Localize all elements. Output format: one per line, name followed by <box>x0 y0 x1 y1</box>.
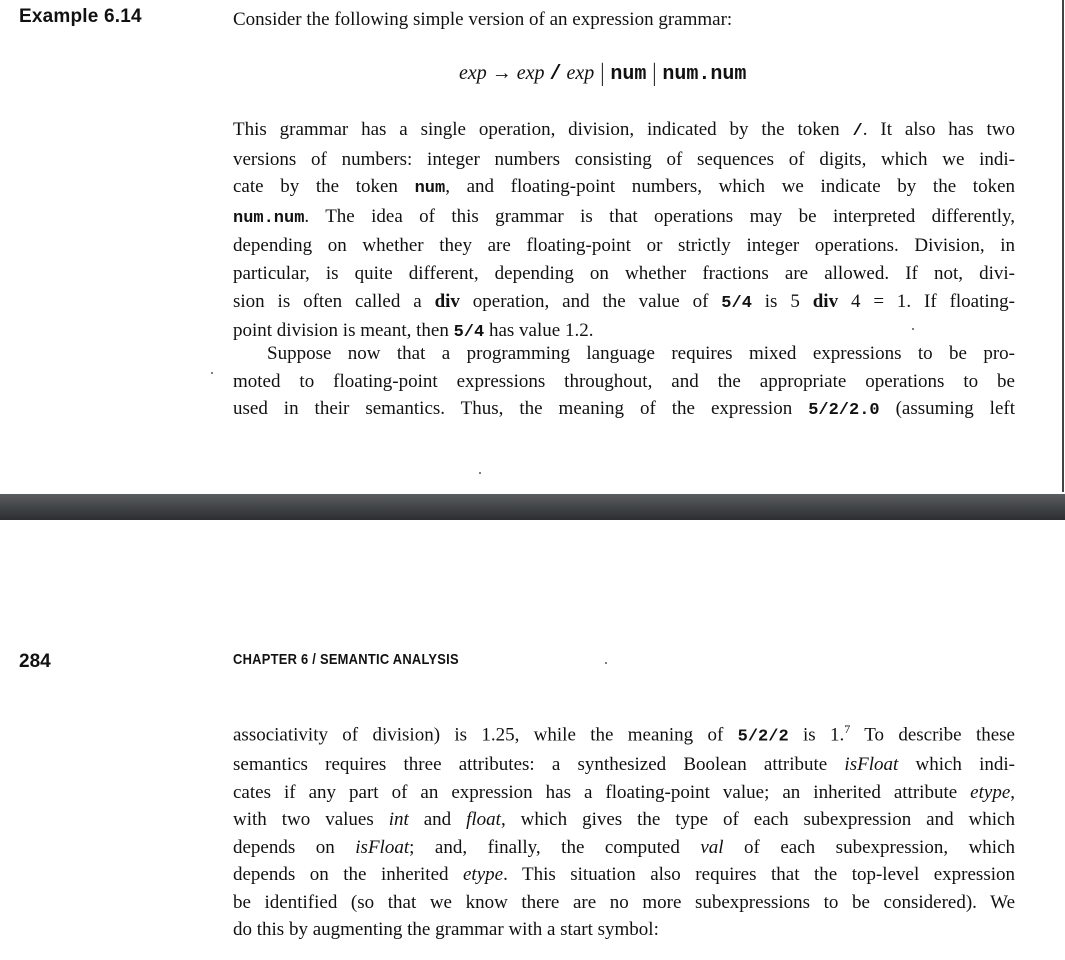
running-header: CHAPTER 6 / SEMANTIC ANALYSIS <box>233 651 459 668</box>
intro-text: Consider the following simple version of an expression grammar: <box>233 9 733 30</box>
grammar-rule: exp → exp / exp | num | num.num <box>459 59 747 87</box>
paragraph-1: This grammar has a single operation, division, indicated by the token /. It also has two versions of numbers: integer numbers consisting of sequences of digits, which we indi- cate by the token num, and floating-point numbers, which we indicate by the token num.num. The idea of this grammar is that operations may be interpreted differently, depending on whether they are floating-point or strictly integer operations. Division, in particular, is quite different, depending on whether fractions are allowed. If not, divi- sion is often called a div operation, and the value of 5/4 is 5 div 4 = 1. If floating- point division is meant, then 5/4 has value 1.2. <box>233 119 1015 343</box>
example-label: Example 6.14 <box>19 6 142 27</box>
speck <box>211 372 213 374</box>
page-bottom <box>0 520 1065 960</box>
paragraph-3: associativity of division) is 1.25, while the meaning of 5/2/2 is 1.$^7$ To describe these semantics requires three attributes: a synthesized Boolean attribute isFloat which indi- cates if any part of an expression has a floating-point value; an inherited attribute etype, with two values int and float, which gives the type of each subexpression and which depends on isFloat; and, finally, the computed val of each subexpression, which depends on the inherited etype. This situation also requires that the top-level expression be identified (so that we know there are no more subexpressions to be considered). We do this by augmenting the grammar with a start symbol: <box>233 722 1016 941</box>
page-number: 284 <box>19 651 51 672</box>
paragraph-2: Suppose now that a programming language requires mixed expressions to be pro- moted to floating-point expressions throughout, and the appropriate operations to be used in their semantics. Thus, the meaning of the expression 5/2/2.0 (assuming left <box>233 343 1015 421</box>
speck <box>605 662 607 664</box>
speck <box>479 472 481 474</box>
speck <box>912 328 914 330</box>
page-separator-bar <box>0 494 1065 520</box>
